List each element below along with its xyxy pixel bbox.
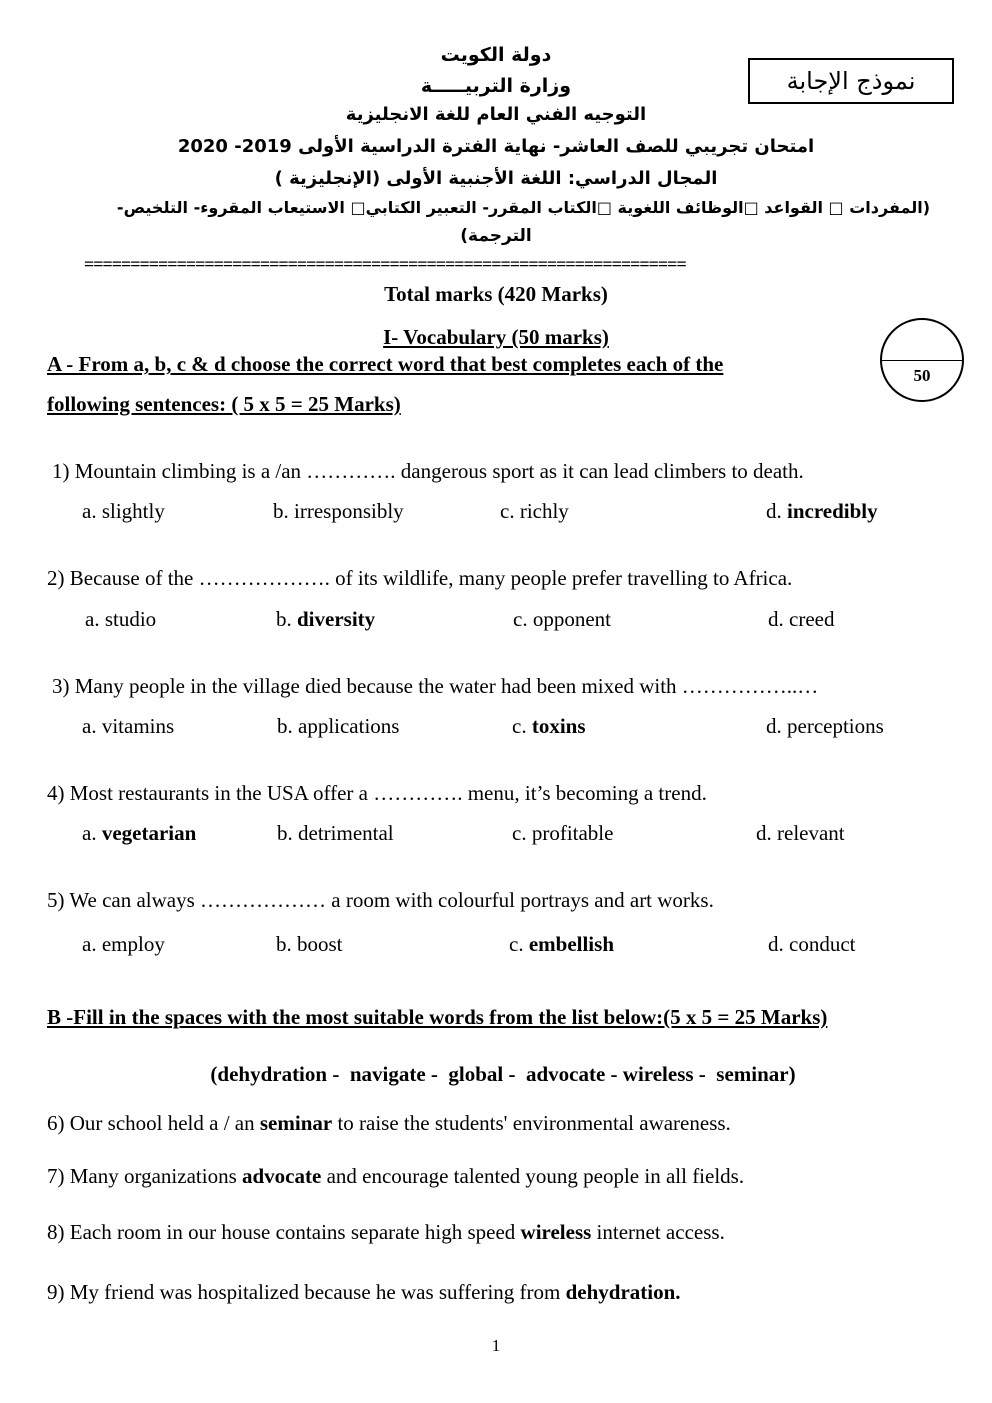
fill-sentence-7: 7) Many organizations advocate and encourage talented young people in all fields.: [47, 1164, 745, 1188]
q2-option-a: a. studio: [85, 607, 157, 631]
fill-sentence-6: 6) Our school held a / an seminar to raise the students' environmental awareness.: [47, 1111, 731, 1135]
question-1: 1) Mountain climbing is a /an …………. dangerous sport as it can lead climbers to death.: [52, 459, 804, 483]
fill-sentence-9: 9) My friend was hospitalized because he was suffering from dehydration.: [47, 1280, 681, 1304]
q5-option-a: a. employ: [82, 932, 165, 956]
header-skills: (المفردات □ القواعد □الوظائف اللغوية □الكتاب المقرر- التعبير الكتابي□ الاستيعاب المقروء- التلخيص-: [116, 198, 930, 217]
q4-option-b: b. detrimental: [277, 821, 394, 845]
q2-option-b: b. diversity: [276, 607, 376, 631]
question-2: 2) Because of the ………………. of its wildlife, many people prefer travelling to Africa.: [47, 566, 793, 590]
question-5: 5) We can always ……………… a room with colourful portrays and art works.: [47, 888, 714, 912]
q1-option-c: c. richly: [500, 499, 569, 523]
q2-option-d: d. creed: [768, 607, 835, 631]
question-3: 3) Many people in the village died because the water had been mixed with ……………..…: [52, 674, 819, 698]
q4-option-d: d. relevant: [756, 821, 845, 845]
header-country: دولة الكويت: [440, 44, 552, 66]
header-skills-end: الترجمة): [460, 226, 532, 246]
separator-line: =================================================================: [84, 254, 686, 274]
answer-key-box: نموذج الإجابة: [748, 58, 954, 104]
score-value: 50: [913, 366, 931, 385]
header-ministry: وزارة التربيـــــة: [420, 75, 572, 97]
q5-option-b: b. boost: [276, 932, 343, 956]
partA-instruction-1: A - From a, b, c & d choose the correct word that best completes each of the: [47, 352, 724, 376]
page-number: 1: [491, 1336, 501, 1355]
partB-word-list: (dehydration - navigate - global - advocate - wireless - seminar): [210, 1062, 796, 1086]
section-title: I- Vocabulary (50 marks): [383, 325, 609, 349]
q2-option-c: c. opponent: [513, 607, 611, 631]
q1-option-a: a. slightly: [82, 499, 165, 523]
header-subject: المجال الدراسي: اللغة الأجنبية الأولى (الإنجليزية ): [274, 168, 718, 189]
q1-option-b: b. irresponsibly: [273, 499, 404, 523]
q3-option-a: a. vitamins: [82, 714, 175, 738]
partA-instruction-2: following sentences: ( 5 x 5 = 25 Marks): [47, 392, 401, 416]
partB-instruction: B -Fill in the spaces with the most suitable words from the list below:(5 x 5 = 25 Marks): [47, 1005, 828, 1029]
header-directorate: التوجيه الفني العام للغة الانجليزية: [345, 104, 647, 125]
q5-option-d: d. conduct: [768, 932, 856, 956]
q3-option-b: b. applications: [277, 714, 400, 738]
fill-sentence-8: 8) Each room in our house contains separate high speed wireless internet access.: [47, 1220, 725, 1244]
q1-option-d: d. incredibly: [766, 499, 878, 523]
score-circle: [880, 318, 964, 402]
q4-option-a: a. vegetarian: [82, 821, 197, 845]
header-exam-title: امتحان تجريبي للصف العاشر- نهاية الفترة الدراسية الأولى 2019- 2020: [177, 136, 815, 157]
q3-option-c: c. toxins: [512, 714, 586, 738]
q5-option-c: c. embellish: [509, 932, 614, 956]
total-marks: Total marks (420 Marks): [384, 282, 608, 306]
question-4: 4) Most restaurants in the USA offer a …………. menu, it’s becoming a trend.: [47, 781, 707, 805]
q3-option-d: d. perceptions: [766, 714, 884, 738]
score-divider: [882, 360, 962, 361]
q4-option-c: c. profitable: [512, 821, 614, 845]
